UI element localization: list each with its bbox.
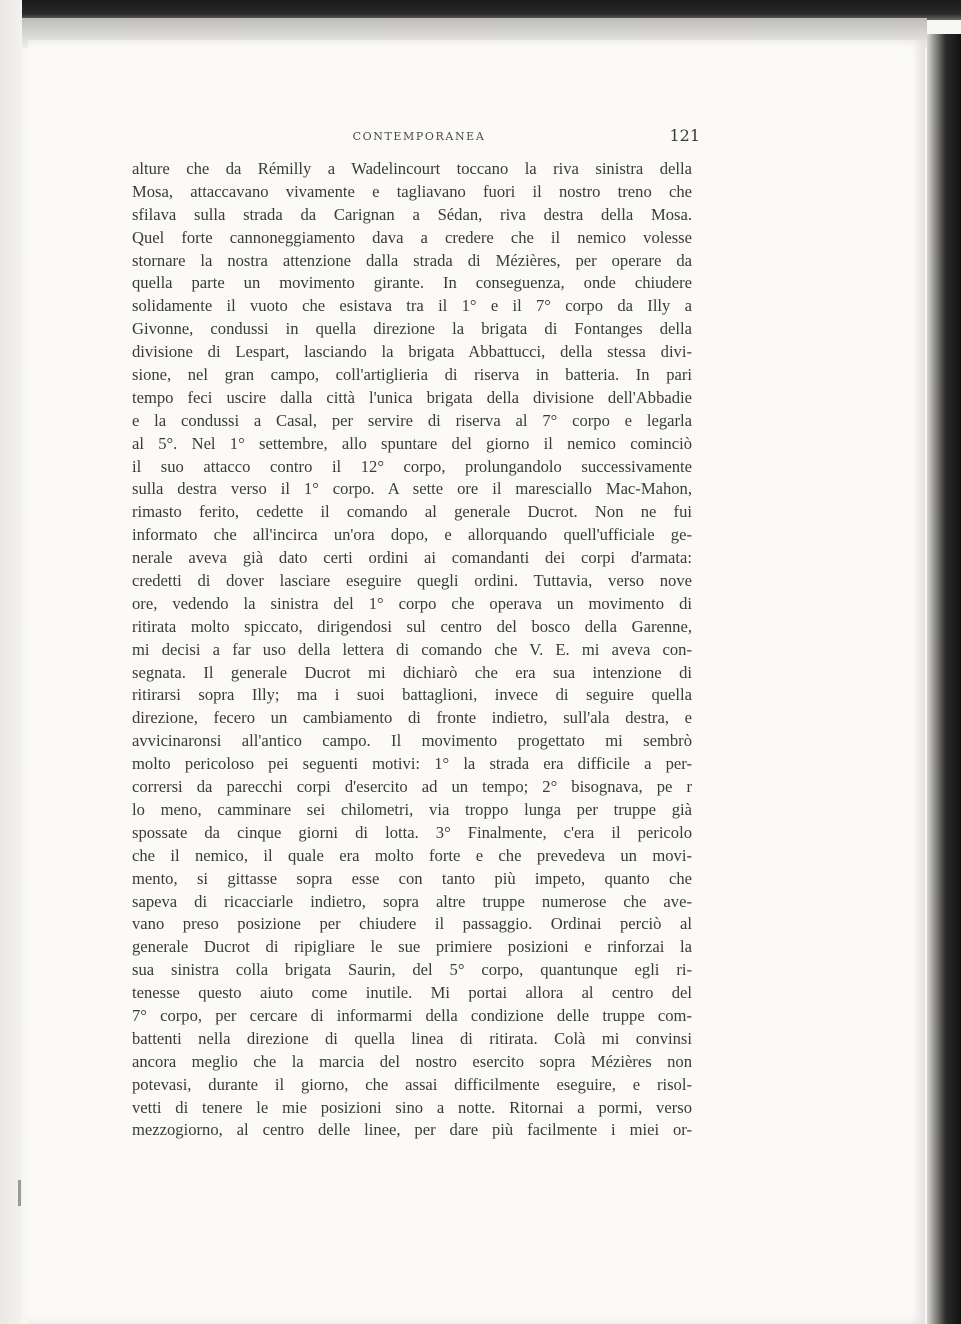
text-line: vano preso posizione per chiudere il passaggio. Ordinai perciò al [132, 914, 692, 934]
running-title: CONTEMPORANEA [352, 130, 486, 143]
text-line: alture che da Rémilly a Wadelincourt toccano la riva sinistra della [132, 159, 692, 178]
text-line: e la condussi a Casal, per servire di riserva al 7° corpo e legarla [132, 410, 692, 430]
text-line: Givonne, condussi in quella direzione la brigata di Fontanges della [132, 319, 692, 339]
text-line: sapeva di ricacciarle indietro, sopra altre truppe numerose che ave- [132, 891, 692, 911]
text-line: battenti nella direzione di quella linea di ritirata. Colà mi convinsi [132, 1028, 692, 1048]
scan-right-edge [927, 34, 961, 1324]
text-line: il suo attacco contro il 12° corpo, prolungandolo successivamente [132, 456, 692, 476]
text-line: avvicinaronsi all'antico campo. Il movimento progettato mi sembrò [132, 731, 692, 751]
text-line: sua sinistra colla brigata Saurin, del 5° corpo, quantunque egli ri- [132, 960, 692, 980]
body-text [132, 158, 692, 1142]
text-line: stornare la nostra attenzione dalla strada di Mézières, per operare da [132, 250, 692, 270]
text-line: lo meno, camminare sei chilometri, via troppo lunga per truppe già [132, 799, 692, 819]
text-line: corrersi da parecchi corpi d'esercito ad un tempo; 2° bisognava, pe r [132, 777, 692, 797]
page-number: 121 [669, 126, 700, 145]
scan-speck [18, 1180, 21, 1206]
text-line: Mosa, attaccavano vivamente e tagliavano fuori il nostro treno che [132, 181, 692, 201]
text-line: generale Ducrot di ripigliare le sue primiere posizioni e rinforzai la [132, 937, 692, 957]
text-line: solidamente il vuoto che esistava tra il 1° e il 7° corpo da Illy a [132, 296, 692, 316]
text-line: rimasto ferito, cedette il comando al generale Ducrot. Non ne fui [132, 502, 692, 522]
text-line: ritirata molto spiccato, dirigendosi sul centro del bosco della Garenne, [132, 616, 692, 636]
text-line: ritirarsi sopra Illy; ma i suoi battaglioni, invece di seguire quella [132, 685, 692, 705]
text-line: ore, vedendo la sinistra del 1° corpo che operava un movimento di [132, 593, 692, 613]
text-line: sulla destra verso il 1° corpo. A sette ore il maresciallo Mac-Mahon, [132, 479, 692, 499]
text-line: mi decisi a far uso della lettera di comando che V. E. mi aveva con- [132, 639, 692, 659]
text-line: tenesse questo aiuto come inutile. Mi portai allora al centro del [132, 983, 692, 1003]
text-line: che il nemico, il quale era molto forte e che prevedeva un movi- [132, 845, 692, 865]
text-line: credetti di dover lasciare eseguire quegli ordini. Tuttavia, verso nove [132, 571, 692, 591]
text-line: sione, nel gran campo, coll'artiglieria di riserva in batteria. In pari [132, 365, 692, 385]
text-line: segnata. Il generale Ducrot mi dichiarò che era sua intenzione di [132, 662, 692, 682]
text-line: 7° corpo, per cercare di informarmi della condizione delle truppe com- [132, 1005, 692, 1025]
text-line: al 5°. Nel 1° settembre, allo spuntare del giorno il nemico cominciò [132, 433, 692, 453]
scan-left-margin [0, 0, 22, 1324]
scan-top-edge [0, 0, 961, 20]
text-line: Quel forte cannoneggiamento dava a credere che il nemico volesse [132, 227, 692, 247]
text-line: spossate da cinque giorni di lotta. 3° Finalmente, c'era il pericolo [132, 822, 692, 842]
text-line: molto pericoloso pei seguenti motivi: 1° la strada era difficile a per- [132, 754, 692, 774]
text-line: informato che all'incirca un'ora dopo, e allorquando quell'ufficiale ge- [132, 525, 692, 545]
text-line: divisione di Lespart, lasciando la brigata Abbattucci, della stessa divi- [132, 342, 692, 362]
text-line: mezzogiorno, al centro delle linee, per dare più facilmente i miei or- [132, 1120, 692, 1140]
text-line: ancora meglio che la marcia del nostro esercito sopra Mézières non [132, 1051, 692, 1071]
text-line: vetti di tenere le mie posizioni sino a notte. Ritornai a pormi, verso [132, 1097, 692, 1117]
text-line: mento, si gittasse sopra esse con tanto più impeto, quanto che [132, 868, 692, 888]
text-line: quella parte un movimento girante. In conseguenza, onde chiudere [132, 273, 692, 293]
text-line: tempo feci uscire dalla città l'unica brigata della divisione dell'Abbadie [132, 387, 692, 407]
text-line: direzione, fecero un cambiamento di fronte indietro, sull'ala destra, e [132, 708, 692, 728]
text-line: sfilava sulla strada da Carignan a Sédan, riva destra della Mosa. [132, 204, 692, 224]
text-line: nerale aveva già dato certi ordini ai comandanti dei corpi d'armata: [132, 548, 692, 568]
text-line: potevasi, durante il giorno, che assai difficilmente eseguire, e risol- [132, 1074, 692, 1094]
